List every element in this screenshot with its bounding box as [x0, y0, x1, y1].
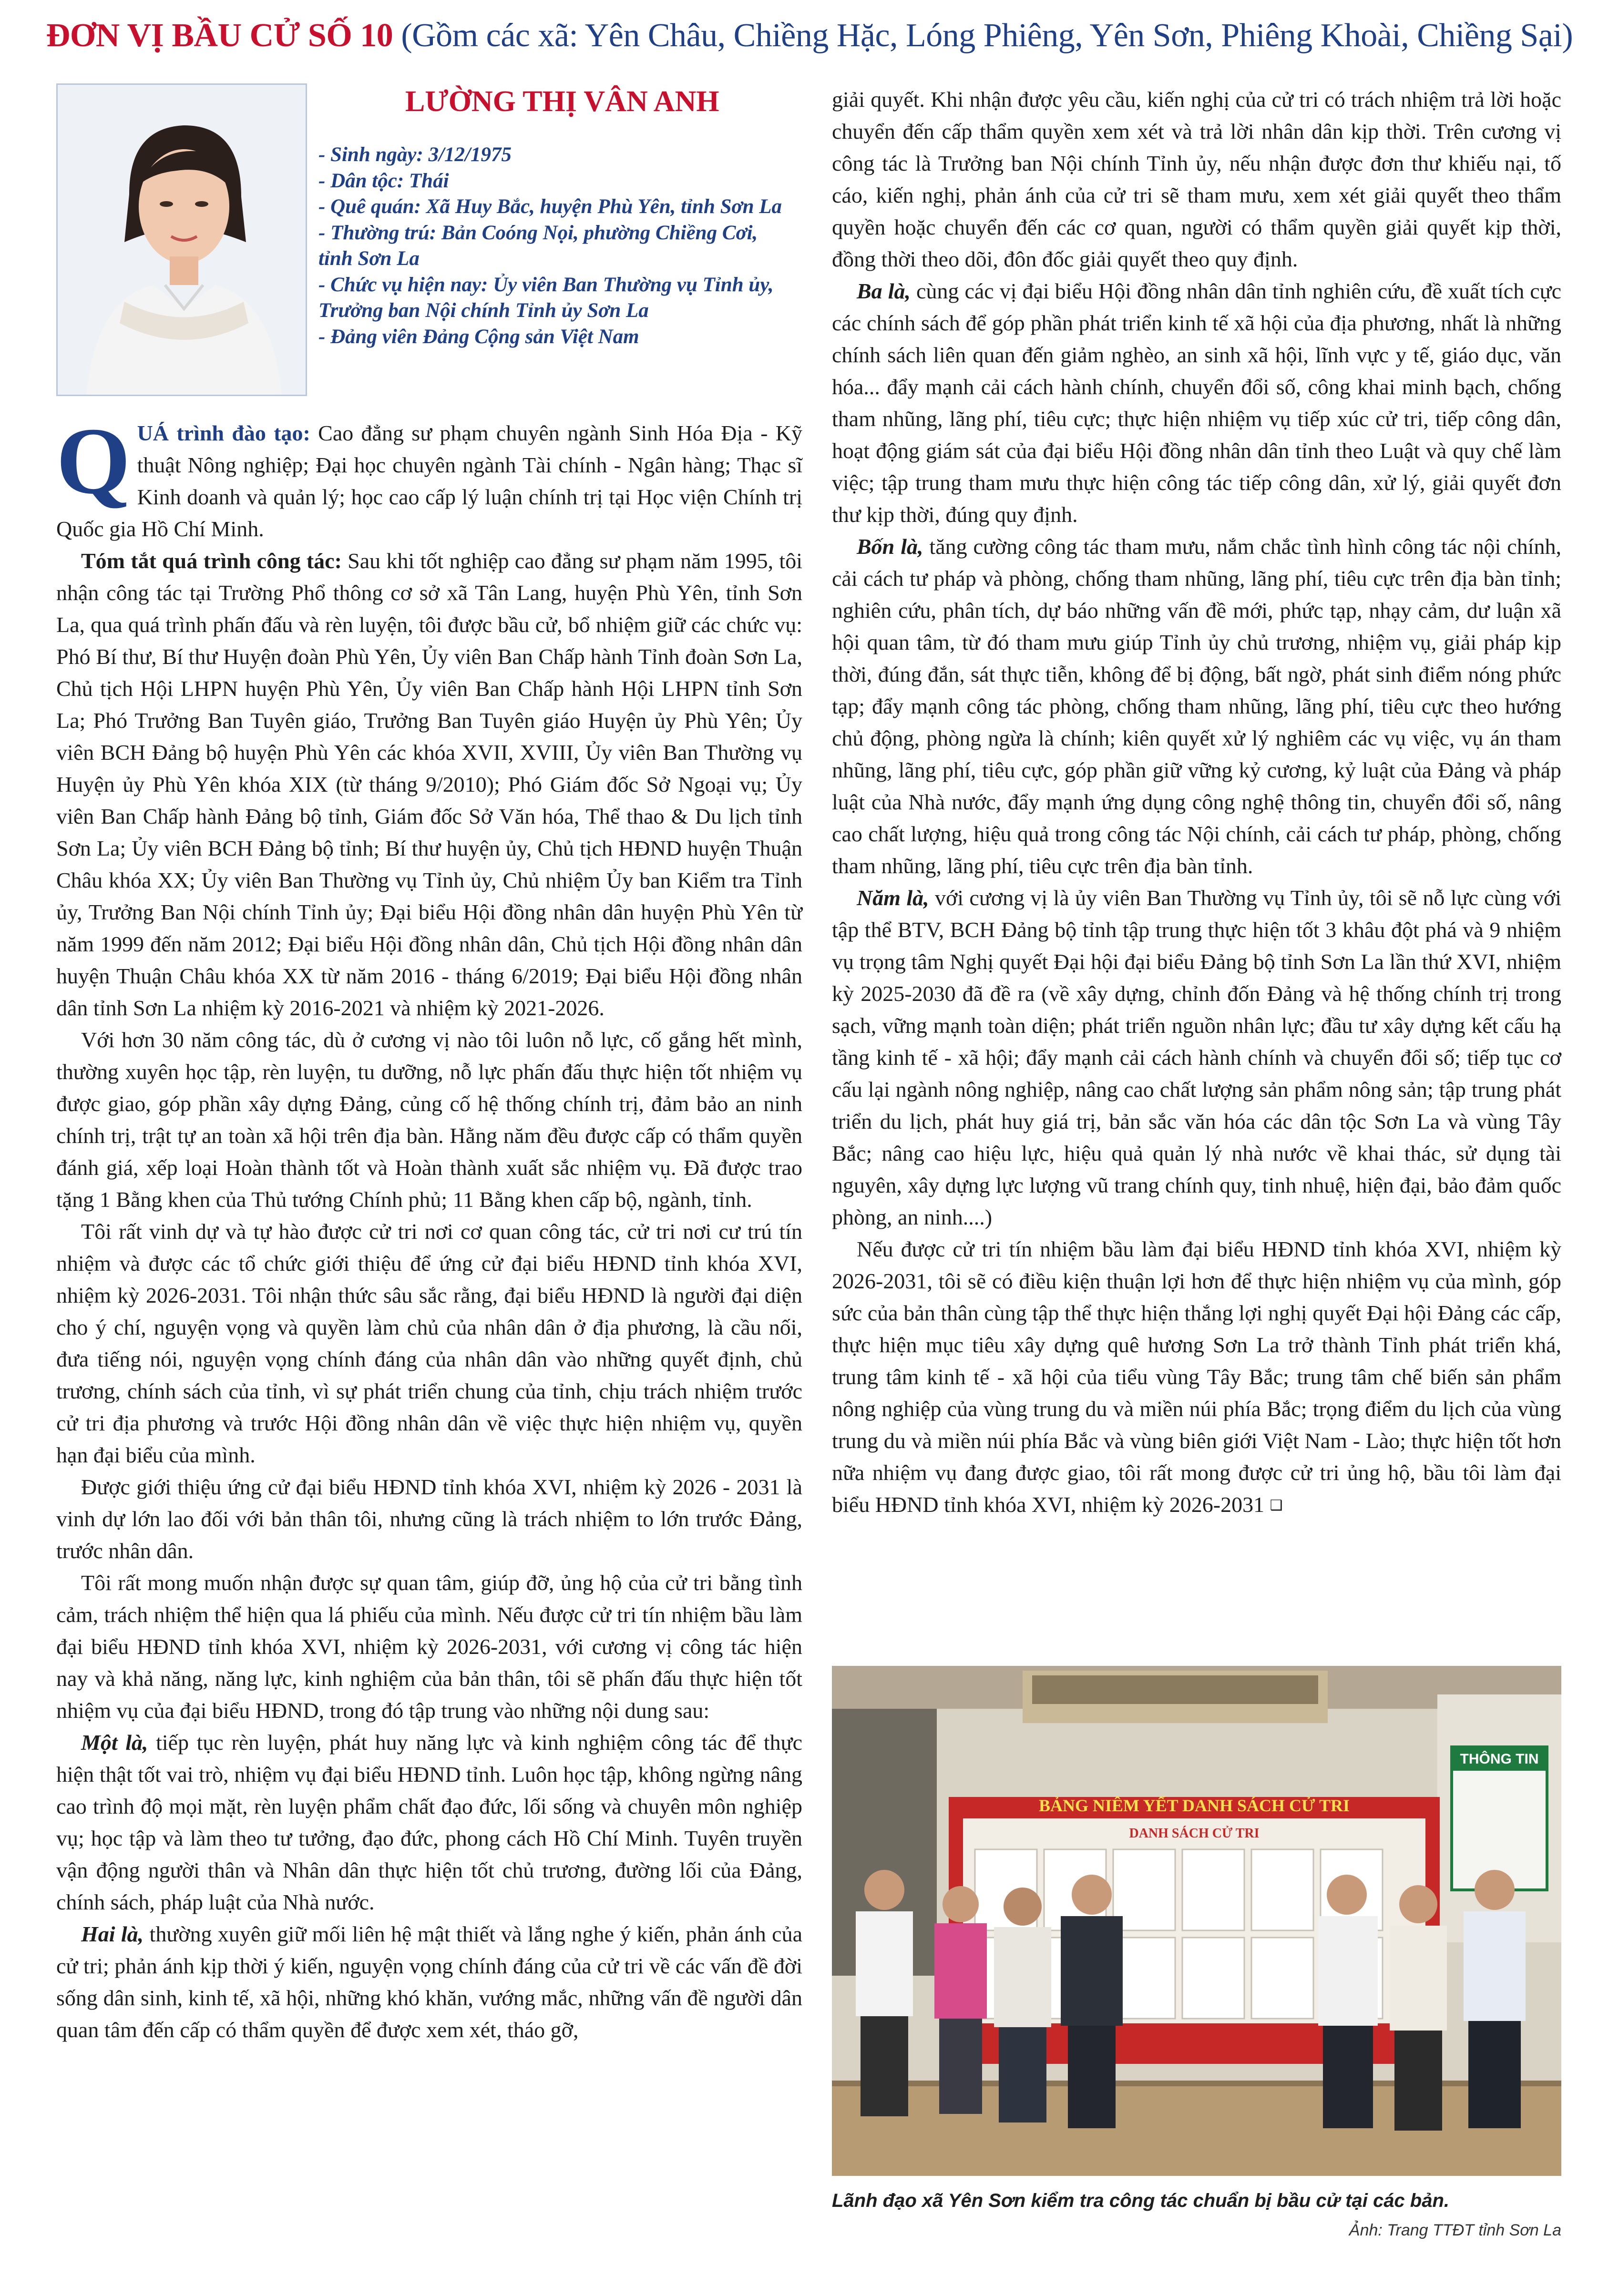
point-four-lead: Bốn là,: [857, 534, 923, 559]
page-header: [0, 0, 1619, 71]
paragraph-commitment: Tôi rất mong muốn nhận được sự quan tâm, giúp đỡ, ủng hộ của cử tri bằng tình cảm, trách nhiệm thể hiện qua lá phiếu của mình. Nếu được cử tri tín nhiệm bầu làm đại biểu HĐND tỉnh khóa XVI, nhiệm kỳ 2026-2031, với cương vị công tác hiện nay và khả năng, năng lực, kinh nghiệm của bản thân, tôi sẽ phấn đấu thực hiện tốt nhiệm vụ của đại biểu HĐND, trong đó tập trung vào những nội dung sau:: [56, 1571, 802, 1723]
bio-line: - Quê quán: Xã Huy Bắc, huyện Phù Yên, tỉnh Sơn La: [318, 195, 782, 218]
bio-line: - Sinh ngày: 3/12/1975: [318, 143, 512, 166]
paragraph-text: tiếp tục rèn luyện, phát huy năng lực và kinh nghiệm công tác để thực hiện thật tốt vai trò, nhiệm vụ đại biểu HĐND tỉnh. Luôn học tập, không ngừng nâng cao trình độ mọi mặt, rèn luyện phẩm chất đạo đức, lối sống và chuyên môn nghiệp vụ; học tập và làm theo tư tưởng, đạo đức, phong cách Hồ Chí Minh. Tuyên truyền vận động người thân và Nhân dân thực hiện tốt chủ trương, đường lối của Đảng, chính sách, pháp luật của Nhà nước.: [56, 1730, 802, 1914]
photo-scene: [832, 1666, 1561, 2176]
paragraph-training: [56, 408, 802, 545]
electoral-unit-communes: (Gồm các xã: Yên Châu, Chiềng Hặc, Lóng Phiêng, Yên Sơn, Phiêng Khoài, Chiềng Sại): [401, 17, 1573, 54]
point-three-lead: Ba là,: [857, 279, 911, 303]
electoral-unit-title: ĐƠN VỊ BẦU CỬ SỐ 10: [46, 17, 393, 54]
paragraph-point-five: [832, 882, 1561, 1233]
bio-line: Trưởng ban Nội chính Tỉnh ủy Sơn La: [318, 299, 649, 322]
paragraph-responsibility: Được giới thiệu ứng cử đại biểu HĐND tỉnh khóa XVI, nhiệm kỳ 2026 - 2031 là vinh dự lớn lao đối với bản thân tôi, nhưng cũng là trách nhiệm to lớn trước Đảng, trước nhân dân.: [56, 1475, 802, 1563]
photo-caption: Lãnh đạo xã Yên Sơn kiểm tra công tác chuẩn bị bầu cử tại các bản.: [832, 2190, 1450, 2211]
board-title: BẢNG NIÊM YẾT DANH SÁCH CỬ TRI: [1038, 1796, 1350, 1815]
article-column-right: [832, 83, 1561, 1521]
portrait-image: [58, 85, 306, 395]
paragraph-text: thường xuyên giữ mối liên hệ mật thiết và lắng nghe ý kiến, phản ánh của cử tri; phản ánh kịp thời ý kiến, nguyện vọng chính đáng của cử tri về các vấn đề đời sống dân sinh, kinh tế, xã hội, những khó khăn, vướng mắc, những vấn đề người dân quan tâm đến cấp có thẩm quyền để được xem xét, tháo gỡ,: [56, 1922, 802, 2042]
paragraph-continued: giải quyết. Khi nhận được yêu cầu, kiến nghị của cử tri có trách nhiệm trả lời hoặc chuyển đến cấp thẩm quyền xem xét và trả lời nhân dân kịp thời. Trên cương vị công tác là Trưởng ban Nội chính Tỉnh ủy, nếu nhận được đơn thư khiếu nại, tố cáo, kiến nghị, phản ánh của cử tri sẽ tham mưu, xem xét giải quyết theo thẩm quyền hoặc chuyển đến các cơ quan, người có thẩm quyền giải quyết kịp thời, đồng thời theo dõi, đôn đốc giải quyết theo quy định.: [832, 87, 1561, 271]
candidate-bio: [318, 142, 800, 350]
paragraph-text: Cao đẳng sư phạm chuyên ngành Sinh Hóa Địa - Kỹ thuật Nông nghiệp; Đại học chuyên ngành Tài chính - Ngân hàng; Thạc sĩ Kinh doanh và quản lý; học cao cấp lý luận chính trị tại Học viện Chính trị Quốc gia Hồ Chí Minh.: [56, 421, 802, 541]
bio-line: - Chức vụ hiện nay: Ủy viên Ban Thường vụ Tỉnh ủy,: [318, 273, 774, 296]
bio-line: - Dân tộc: Thái: [318, 169, 449, 192]
point-two-lead: Hai là,: [81, 1922, 144, 1946]
paragraph-closing: [832, 1233, 1561, 1521]
paragraph-text: cùng các vị đại biểu Hội đồng nhân dân tỉnh nghiên cứu, đề xuất tích cực các chính sách để góp phần phát triển kinh tế xã hội của địa phương, nhất là những chính sách liên quan đến giảm nghèo, an sinh xã hội, lĩnh vực y tế, giáo dục, văn hóa... đẩy mạnh cải cách hành chính, chuyển đổi số, công khai minh bạch, chống tham nhũng, lãng phí, tiêu cực; thực hiện nhiệm vụ tiếp xúc cử tri, tiếp công dân, hoạt động giám sát của đại biểu Hội đồng nhân dân tỉnh theo Luật và quy chế làm việc; tập trung tham mưu thực hiện công tác tiếp công dân, xử lý, giải quyết đơn thư kịp thời, đúng quy định.: [832, 279, 1562, 527]
paragraph-honor: Tôi rất vinh dự và tự hào được cử tri nơi cơ quan công tác, cử tri nơi cư trú tín nhiệm và được các tổ chức giới thiệu để ứng cử đại biểu HĐND tỉnh khóa XVI, nhiệm kỳ 2026-2031. Tôi nhận thức sâu sắc rằng, đại biểu HĐND là người đại diện cho ý chí, nguyện vọng và quyền làm chủ của nhân dân ở địa phương, là cầu nối, đưa tiếng nói, nguyện vọng chính đáng của nhân dân vào những quyết định, chủ trương, chính sách của tỉnh, vì sự phát triển chung của tỉnh, chịu trách nhiệm trước cử tri địa phương và trước Hội đồng nhân dân về việc thực hiện nhiệm vụ, quyền hạn đại biểu của mình.: [56, 1219, 802, 1467]
paragraph-experience: Với hơn 30 năm công tác, dù ở cương vị nào tôi luôn nỗ lực, cố gắng hết mình, thường xuyên học tập, rèn luyện, tu dưỡng, nỗ lực phấn đấu thực hiện tốt nhiệm vụ được giao, góp phần xây dựng Đảng, củng cố hệ thống chính trị, đảm bảo an ninh chính trị, trật tự an toàn xã hội trên địa bàn. Hằng năm đều được cấp có thẩm quyền đánh giá, xếp loại Hoàn thành tốt và Hoàn thành xuất sắc nhiệm vụ. Đã được trao tặng 1 Bằng khen của Thủ tướng Chính phủ; 11 Bằng khen cấp bộ, ngành, tỉnh.: [56, 1028, 802, 1212]
article-column-left: [56, 408, 802, 2046]
bio-line: - Thường trú: Bản Coóng Nọi, phường Chiềng Cơi,: [318, 221, 758, 244]
lead-training: UÁ trình đào tạo:: [137, 421, 310, 445]
bio-line: tỉnh Sơn La: [318, 247, 420, 270]
lead-career: Tóm tắt quá trình công tác:: [81, 549, 342, 573]
end-of-article-icon: ❑: [1270, 1498, 1283, 1513]
photo-credit: Ảnh: Trang TTĐT tỉnh Sơn La: [1349, 2221, 1561, 2239]
drop-cap: Q: [56, 408, 131, 514]
paragraph-point-one: [56, 1726, 802, 1918]
paragraph-point-two: [56, 1918, 802, 2046]
news-photo: [832, 1666, 1561, 2176]
paragraph-point-three: [832, 275, 1561, 531]
bio-line: - Đảng viên Đảng Cộng sản Việt Nam: [318, 325, 639, 348]
point-one-lead: Một là,: [81, 1730, 148, 1755]
paragraph-point-four: [832, 531, 1561, 882]
paragraph-text: Nếu được cử tri tín nhiệm bầu làm đại biểu HĐND tỉnh khóa XVI, nhiệm kỳ 2026-2031, tôi sẽ có điều kiện thuận lợi hơn để thực hiện nhiệm vụ của mình, góp sức của bản thân cùng tập thể thực hiện thắng lợi nghị quyết Đại hội Đảng các cấp, thực hiện mục tiêu xây dựng quê hương Sơn La trở thành Tỉnh phát triển khá, trung tâm kinh tế - xã hội của tiểu vùng Tây Bắc; trung tâm chế biến sản phẩm nông nghiệp của vùng trung du và miền núi phía Bắc; trọng điểm du lịch của vùng trung du và miền núi phía Bắc và vùng biên giới Việt Nam - Lào; thực hiện tốt hơn nữa nhiệm vụ đang được giao, tôi rất mong được cử tri ủng hộ, bầu tôi làm đại biểu HĐND tỉnh khóa XVI, nhiệm kỳ 2026-2031: [832, 1237, 1561, 1517]
notice-board-title: THÔNG TIN: [1460, 1751, 1539, 1767]
paragraph-career: [56, 545, 802, 1024]
candidate-name: LƯỜNG THỊ VÂN ANH: [405, 85, 719, 118]
point-five-lead: Năm là,: [857, 886, 929, 910]
paragraph-text: tăng cường công tác tham mưu, nắm chắc tình hình công tác nội chính, cải cách tư pháp và phòng, chống tham nhũng, lãng phí, tiêu cực trên địa bàn tỉnh; nghiên cứu, phân tích, dự báo những vấn đề mới, phức tạp, nhạy cảm, dư luận xã hội quan tâm, từ đó tham mưu giúp Tỉnh ủy chủ trương, nhiệm vụ, giải pháp kịp thời, đúng đắn, sát thực tiễn, không để bị động, bất ngờ, phát sinh điểm nóng phức tạp; đẩy mạnh công tác phòng, chống tham nhũng, lãng phí, tiêu cực theo hướng chủ động, phòng ngừa là chính; kiên quyết xử lý nghiêm các vụ việc, vụ án tham nhũng, lãng phí, tiêu cực, góp phần giữ vững kỷ cương, kỷ luật của Đảng và pháp luật của Nhà nước, đẩy mạnh ứng dụng công nghệ thông tin, chuyển đổi số, nâng cao chất lượng, hiệu quả trong công tác Nội chính, cải cách tư pháp, phòng, chống tham nhũng, lãng phí, tiêu cực trên địa bàn tỉnh.: [832, 534, 1561, 878]
board-subtitle: DANH SÁCH CỬ TRI: [1129, 1826, 1260, 1841]
candidate-portrait: [56, 83, 307, 396]
paragraph-text: Sau khi tốt nghiệp cao đẳng sư phạm năm 1995, tôi nhận công tác tại Trường Phổ thông cơ sở xã Tân Lang, huyện Phù Yên, tỉnh Sơn La, qua quá trình phấn đấu và rèn luyện, tôi được bầu cử, bổ nhiệm giữ các chức vụ: Phó Bí thư, Bí thư Huyện đoàn Phù Yên, Ủy viên Ban Chấp hành Tỉnh đoàn Sơn La, Chủ tịch Hội LHPN huyện Phù Yên, Ủy viên Ban Chấp hành Hội LHPN tỉnh Sơn La; Phó Trưởng Ban Tuyên giáo, Trưởng Ban Tuyên giáo Huyện ủy Phù Yên; Ủy viên BCH Đảng bộ huyện Phù Yên các khóa XVII, XVIII, Ủy viên Ban Thường vụ Huyện ủy Phù Yên khóa XIX (từ tháng 9/2010); Phó Giám đốc Sở Ngoại vụ; Ủy viên Ban Chấp hành Đảng bộ tỉnh, Giám đốc Sở Văn hóa, Thể thao & Du lịch tỉnh Sơn La; Ủy viên BCH Đảng bộ tỉnh; Bí thư huyện ủy, Chủ tịch HĐND huyện Thuận Châu khóa XX; Ủy viên Ban Thường vụ Tỉnh ủy, Chủ nhiệm Ủy ban Kiểm tra Tỉnh ủy, Trưởng Ban Nội chính Tỉnh ủy; Đại biểu Hội đồng nhân dân huyện Phù Yên từ năm 1999 đến năm 2012; Đại biểu Hội đồng nhân dân, Chủ tịch Hội đồng nhân dân huyện Thuận Châu khóa XX từ năm 2016 - tháng 6/2019; Đại biểu Hội đồng nhân dân tỉnh Sơn La nhiệm kỳ 2016-2021 và nhiệm kỳ 2021-2026.: [56, 549, 802, 1020]
paragraph-text: với cương vị là ủy viên Ban Thường vụ Tỉnh ủy, tôi sẽ nỗ lực cùng với tập thể BTV, BCH Đảng bộ tỉnh tập trung thực hiện tốt 3 khâu đột phá và 9 nhiệm vụ trọng tâm Nghị quyết Đại hội đại biểu Đảng bộ tỉnh Sơn La lần thứ XVI, nhiệm kỳ 2025-2030 đã đề ra (về xây dựng, chỉnh đốn Đảng và hệ thống chính trị trong sạch, vững mạnh toàn diện; phát triển nguồn nhân lực; đầu tư xây dựng kết cấu hạ tầng kinh tế - xã hội; đẩy mạnh cải cách hành chính và chuyển đổi số; tiếp tục cơ cấu lại ngành nông nghiệp, nâng cao chất lượng sản phẩm nông sản; tập trung phát triển du lịch, phát huy giá trị, bản sắc văn hóa các dân tộc Sơn La và vùng Tây Bắc; nâng cao hiệu lực, hiệu quả quản lý nhà nước về khai thác, sử dụng tài nguyên, xây dựng lực lượng vũ trang chính quy, tinh nhuệ, hiện đại, bảo đảm quốc phòng, an ninh....): [832, 886, 1562, 1229]
